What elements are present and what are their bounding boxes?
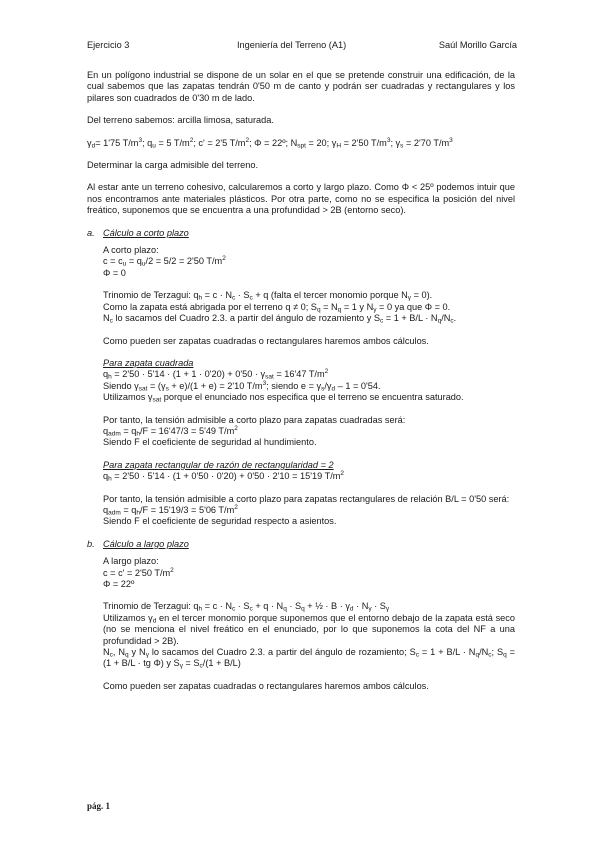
page-header	[87, 40, 517, 52]
document-body	[87, 70, 515, 692]
square-saturated-note: Utilizamos $\gamma_{sat}$ porque el enunciado nos especifica que el terreno se encuentra saturado.	[103, 392, 464, 404]
terrain-parameters: $\gamma_d= 1'75$ $T/m^3$; $q_u = 5$ $T/m^2$; c' = 2'5 $T/m^2$; Φ = 22º; $N_{spt} = 20$; $\gamma_H = 2'50$ $T/m^3$; $\gamma_s = 2'70$ $T/m^3$	[87, 136, 453, 150]
page-number: pág. 1	[87, 801, 111, 811]
section-a-heading	[87, 228, 515, 239]
rect-conclusion: Por tanto, la tensión admisible a corto plazo para zapatas rectangulares de relación B/L = 0'50 será:	[103, 493, 510, 504]
terzaghi-note-b1: Utilizamos $\gamma_d$ en el tercer monomio porque suponemos que el entorno debajo de la zapata está seco (no se menciona el nivel freático en el enunciado, por lo que suponemos la cota del NF a una profundidad > 2B).	[103, 612, 515, 646]
long-term-intro: A largo plazo:	[103, 556, 159, 567]
header-author: Saúl Morillo García	[438, 40, 517, 50]
section-b-label: b.	[87, 538, 95, 549]
long-term-c: c = c' = 2'50 $T/m^2$	[103, 566, 174, 578]
problem-statement: En un polígono industrial se dispone de un solar en el que se pretende construir una edificación, de la cual sabemos que las zapatas tendrán 0'50 m de canto y podrán ser cuadradas y rectangulares y los pilares son cuadrados de 0'30 m de lado.	[87, 70, 515, 103]
short-term-intro: A corto plazo:	[103, 245, 159, 256]
rect-qh: $q_h = 2'50 \cdot 5'14 \cdot (1 + 0'50 \cdot 0'20) + 0'50 \cdot 2'10 = 15'19$ $T/m^2$	[103, 470, 345, 483]
section-b-heading	[87, 539, 515, 550]
terzaghi-note-b2: $N_c$, $N_q$ y $N_\gamma$ lo sacamos del Cuadro 2.3. a partir del ángulo de rozamiento; $S_c = 1 + B/L \cdot N_q/N_c$; $S_q = (1 + B/L$ · tg Φ) y $S_\gamma = S_c/(1 + B/L)$	[103, 647, 515, 670]
square-qadm: $q_{adm} = q_h/F = 16'47/3 = 5'49$ $T/m^2$	[103, 424, 238, 438]
both-calculations-b: Como pueden ser zapatas cuadradas o rectangulares haremos ambos cálculos.	[103, 680, 429, 691]
rect-qadm: $q_{adm} = q_h/F = 15'19/3 = 5'06$ $T/m^2$	[103, 503, 238, 517]
terzaghi-formula-b: Trinomio de Terzagui: $q_h = c \cdot N_c \cdot S_c + q \cdot N_q \cdot S_q$ + ½ · $B \cdot \gamma_d \cdot N_\gamma \cdot S_\gamma$	[103, 601, 390, 613]
square-footing-title: Para zapata cuadrada	[103, 357, 194, 368]
both-calculations-a: Como pueden ser zapatas cuadradas o rectangulares haremos ambos cálculos.	[103, 335, 429, 346]
header-course: Ingeniería del Terreno (A1)	[237, 40, 347, 50]
section-b-body	[87, 556, 515, 692]
short-term-phi: Φ = 0	[103, 267, 126, 278]
section-b-title: Cálculo a largo plazo	[103, 538, 189, 549]
square-qh: $q_h = 2'50 \cdot 5'14 \cdot (1 + 1 \cdot 0'20) + 0'50 \cdot \gamma_{sat} = 16'47$ $T/m^2$	[103, 368, 329, 381]
square-safety-factor: Siendo F el coeficiente de seguridad al hundimiento.	[103, 437, 317, 448]
long-term-phi: Φ = 22º	[103, 579, 135, 589]
rect-footing-title: Para zapata rectangular de razón de rectangularidad = 2	[103, 459, 334, 470]
section-a-label: a.	[87, 227, 95, 238]
section-a-title: Cálculo a corto plazo	[103, 227, 189, 238]
terzaghi-formula-a: Trinomio de Terzagui: $q_h = c \cdot N_c \cdot S_c + q$ (falta el tercer monomio porque $N_\gamma = 0$).	[103, 290, 433, 302]
square-conclusion: Por tanto, la tensión admisible a corto plazo para zapatas cuadradas será:	[103, 414, 406, 425]
square-gamma-sat: Siendo $\gamma_{sat} = (\gamma_s + e)/(1 + e) = 2'10$ $T/m^3$; siendo $e = \gamma_s/\gamma_d - 1 = 0'54$.	[103, 379, 381, 393]
section-a-body	[87, 245, 515, 528]
short-term-c: $c = c_u = q_u/2 = 5/2 = 2'50$ $T/m^2$	[103, 255, 226, 268]
terzaghi-note-a1: Como la zapata está abrigada por el terreno q ≠ 0; $S_q = N_q = 1$ y $N_\gamma = 0$ ya que Φ = 0.	[103, 301, 451, 314]
terzaghi-note-a2: $N_c$ lo sacamos del Cuadro 2.3. a partir del ángulo de rozamiento y $S_c = 1 + B/L \cdot N_q/N_c$.	[103, 313, 457, 325]
approach-paragraph: Al estar ante un terreno cohesivo, calcularemos a corto y largo plazo. Como Φ < 25º podemos intuir que nos encontramos ante materiales plásticos. Por otra parte, como no se especifica la posición del nivel freático, suponemos que se encuentra a una profundidad > 2B (entorno seco).	[87, 182, 515, 216]
header-exercise: Ejercicio 3	[87, 40, 130, 50]
rect-safety-factor: Siendo F el coeficiente de seguridad respecto a asientos.	[103, 516, 337, 527]
terrain-description: Del terreno sabemos: arcilla limosa, saturada.	[87, 115, 274, 126]
task-statement: Determinar la carga admisible del terreno.	[87, 160, 259, 171]
